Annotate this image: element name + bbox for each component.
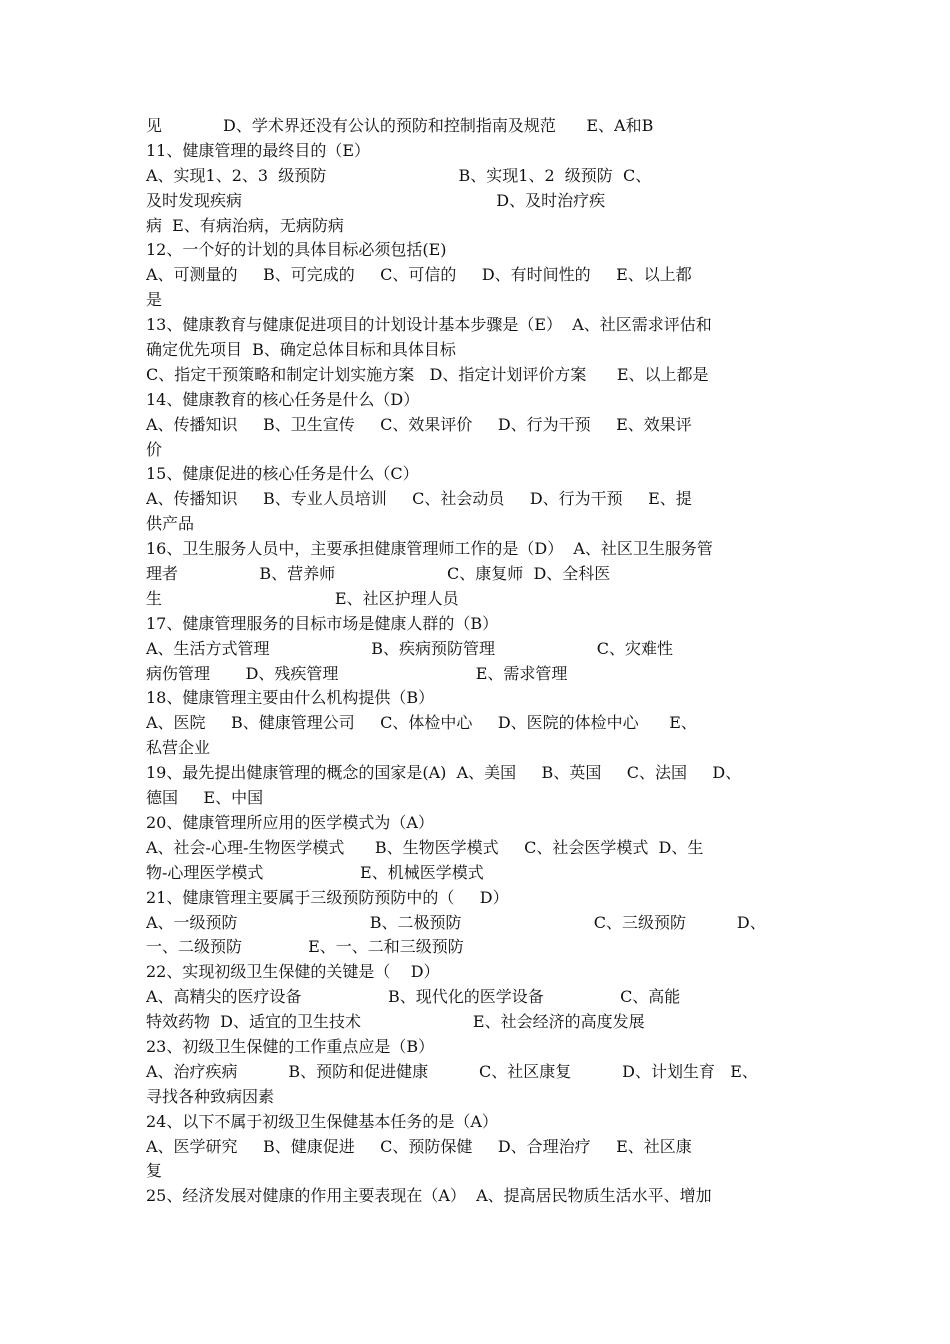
question-line: 17、健康管理服务的目标市场是健康人群的（B） [146, 613, 499, 633]
options-line: 价 [146, 439, 163, 459]
options-line: 理者 B、营养师 C、康复师 D、全科医 [146, 564, 611, 584]
options-line: A、传播知识 B、卫生宣传 C、效果评价 D、行为干预 E、效果评 [146, 414, 692, 434]
question-line: 13、健康教育与健康促进项目的计划设计基本步骤是（E） A、社区需求评估和 [146, 315, 712, 335]
options-line: 复 [146, 1161, 163, 1181]
options-line: C、指定干预策略和制定计划实施方案 D、指定计划评价方案 E、以上都是 [146, 364, 709, 384]
options-line: 寻找各种致病因素 [146, 1086, 275, 1106]
options-line: 私营企业 [146, 738, 211, 758]
options-line: A、生活方式管理 B、疾病预防管理 C、灾难性 [146, 638, 673, 658]
options-line: 物-心理医学模式 E、机械医学模式 [146, 862, 484, 882]
options-line: 及时发现疾病 D、及时治疗疾 [146, 190, 606, 210]
text-line: 见 D、学术界还没有公认的预防和控制指南及规范 E、A和B [146, 116, 654, 135]
document-page [146, 114, 812, 1209]
options-line: A、高精尖的医疗设备 B、现代化的医学设备 C、高能 [146, 987, 681, 1007]
question-line: 20、健康管理所应用的医学模式为（A） [146, 812, 434, 832]
question-line: 23、初级卫生保健的工作重点应是（B） [146, 1036, 435, 1056]
options-line: 生 E、社区护理人员 [146, 588, 459, 608]
options-line: 是 [146, 290, 163, 310]
question-line: 21、健康管理主要属于三级预防预防中的（ D） [146, 887, 509, 907]
options-line: A、治疗疾病 B、预防和促进健康 C、社区康复 D、计划生育 E、 [146, 1061, 758, 1081]
options-line: A、一级预防 B、二极预防 C、三级预防 D、 [146, 912, 766, 932]
options-line: 一、二级预防 E、一、二和三级预防 [146, 937, 464, 957]
options-line: 供产品 [146, 514, 195, 534]
options-line: A、医院 B、健康管理公司 C、体检中心 D、医院的体检中心 E、 [146, 713, 697, 733]
question-line: 25、经济发展对健康的作用主要表现在（A） A、提高居民物质生活水平、增加 [146, 1186, 712, 1206]
options-line: 病 E、有病治病，无病防病 [146, 215, 344, 235]
options-line: 德国 E、中国 [146, 788, 264, 808]
options-line: 确定优先项目 B、确定总体目标和具体目标 [146, 340, 456, 360]
question-line: 16、卫生服务人员中，主要承担健康管理师工作的是（D） A、社区卫生服务管 [146, 539, 713, 559]
question-line: 19、最先提出健康管理的概念的国家是(A) A、美国 B、英国 C、法国 D、 [146, 763, 742, 783]
question-line: 22、实现初级卫生保健的关键是（ D） [146, 962, 440, 982]
question-line: 11、健康管理的最终目的（E） [146, 140, 371, 160]
options-line: 病伤管理 D、残疾管理 E、需求管理 [146, 663, 568, 683]
question-line: 24、以下不属于初级卫生保健基本任务的是（A） [146, 1111, 498, 1131]
question-line: 14、健康教育的核心任务是什么（D） [146, 389, 420, 409]
question-line: 12、一个好的计划的具体目标必须包括(E) [146, 240, 447, 260]
question-line: 15、健康促进的核心任务是什么（C） [146, 464, 419, 484]
options-line: A、实现1、2、3 级预防 B、实现1、2 级预防 C、 [146, 165, 652, 185]
options-line: A、传播知识 B、专业人员培训 C、社会动员 D、行为干预 E、提 [146, 489, 692, 509]
options-line: A、社会-心理-生物医学模式 B、生物医学模式 C、社会医学模式 D、生 [146, 837, 704, 857]
question-line: 18、健康管理主要由什么机构提供（B） [146, 688, 435, 708]
options-line: 特效药物 D、适宜的卫生技术 E、社会经济的高度发展 [146, 1012, 645, 1032]
options-line: A、医学研究 B、健康促进 C、预防保健 D、合理治疗 E、社区康 [146, 1136, 692, 1156]
options-line: A、可测量的 B、可完成的 C、可信的 D、有时间性的 E、以上都 [146, 265, 692, 285]
